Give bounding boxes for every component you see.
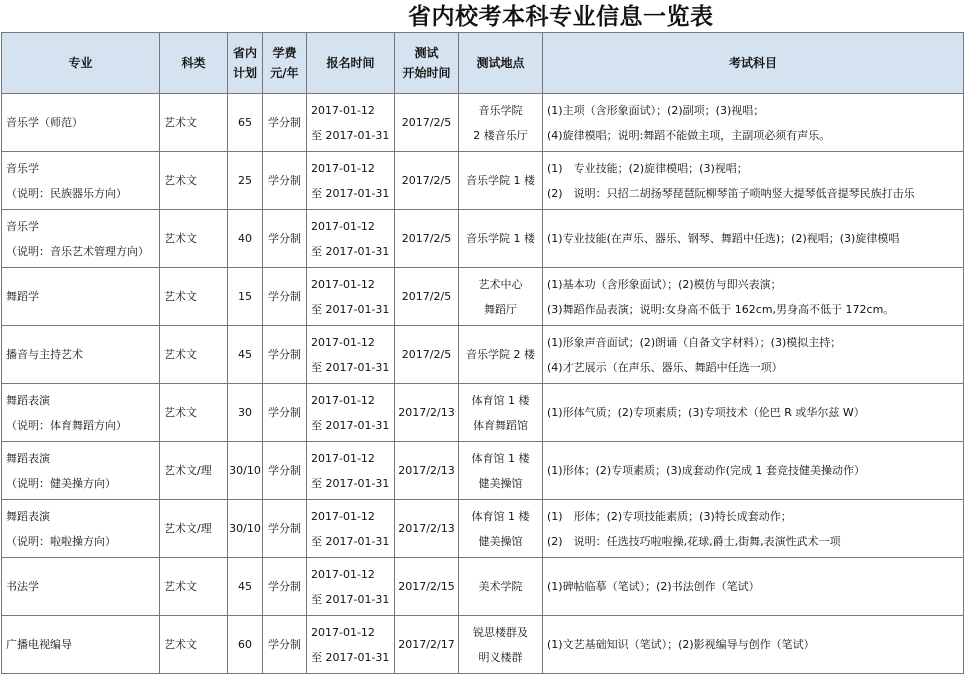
- reg-time-cell: [307, 210, 395, 268]
- plan-cell: 25: [228, 152, 263, 210]
- reg-time-cell-line: 2017-01-12: [311, 393, 375, 407]
- plan-cell: 45: [228, 326, 263, 384]
- table-row: [2, 268, 964, 326]
- fee-cell: 学分制: [263, 326, 307, 384]
- reg-time-cell-line: 2017-01-12: [311, 219, 375, 233]
- subjects-cell-line: (1) 专业技能；(2)旋律模唱；(3)视唱；: [547, 161, 748, 175]
- category-cell: 艺术文: [160, 152, 228, 210]
- fee-cell: 学分制: [263, 152, 307, 210]
- header-plan-line: 省内: [232, 46, 257, 60]
- fee-cell: 学分制: [263, 558, 307, 616]
- header-fee-line: 学费: [272, 46, 297, 60]
- plan-cell: 60: [228, 616, 263, 674]
- subjects-cell-line: (1)碑帖临摹（笔试）；(2)书法创作（笔试）: [547, 580, 760, 593]
- subjects-cell-line: (1)文艺基础知识（笔试）；(2)影视编导与创作（笔试）: [547, 638, 815, 651]
- major-cell-line: 音乐学: [6, 161, 39, 175]
- header-test-start: [395, 33, 459, 94]
- category-cell: 艺术文/理: [160, 442, 228, 500]
- subjects-cell-line: (4)旋律模唱；说明:舞蹈不能做主项，主副项必须有声乐。: [547, 128, 831, 142]
- major-cell: [2, 616, 160, 674]
- major-cell: [2, 500, 160, 558]
- major-cell-line: （说明：民族器乐方向）: [6, 186, 127, 200]
- category-cell: 艺术文: [160, 94, 228, 152]
- reg-time-cell: [307, 94, 395, 152]
- test-start-cell: 2017/2/13: [395, 384, 459, 442]
- subjects-cell-line: (4)才艺展示（在声乐、器乐、舞蹈中任选一项）: [547, 360, 783, 374]
- reg-time-cell-line: 2017-01-12: [311, 335, 375, 349]
- subjects-cell: [543, 616, 964, 674]
- subjects-cell: [543, 442, 964, 500]
- major-cell-line: 舞蹈学: [6, 290, 39, 303]
- major-cell: [2, 558, 160, 616]
- location-cell: [459, 94, 543, 152]
- subjects-cell: [543, 384, 964, 442]
- reg-time-cell: [307, 384, 395, 442]
- location-cell: [459, 326, 543, 384]
- location-cell-line: 音乐学院 1 楼: [466, 174, 535, 187]
- subjects-cell: [543, 558, 964, 616]
- major-cell-line: （说明：啦啦操方向）: [6, 534, 116, 548]
- reg-time-cell-line: 2017-01-12: [311, 451, 375, 465]
- location-cell-line: 美术学院: [478, 580, 523, 593]
- subjects-cell: [543, 268, 964, 326]
- table-row: [2, 500, 964, 558]
- header-test-start-line: 开始时间: [402, 66, 451, 80]
- reg-time-cell-line: 2017-01-12: [311, 161, 375, 175]
- subjects-cell: [543, 500, 964, 558]
- location-cell-line: 体育馆 1 楼: [471, 393, 530, 407]
- subjects-cell-line: (3)舞蹈作品表演；说明:女身高不低于 162cm,男身高不低于 172cm。: [547, 302, 895, 316]
- location-cell-line: 音乐学院 1 楼: [466, 232, 535, 245]
- major-cell-line: （说明：音乐艺术管理方向）: [6, 244, 149, 258]
- major-cell: [2, 326, 160, 384]
- location-cell: [459, 616, 543, 674]
- plan-cell: 40: [228, 210, 263, 268]
- location-cell: [459, 558, 543, 616]
- reg-time-cell: [307, 326, 395, 384]
- header-fee-line: 元/年: [270, 66, 299, 80]
- major-cell-line: 音乐学（师范）: [6, 116, 83, 129]
- subjects-cell-line: (1)专业技能(在声乐、器乐、钢琴、舞蹈中任选)；(2)视唱；(3)旋律模唱: [547, 232, 900, 245]
- major-cell: [2, 268, 160, 326]
- location-cell-line: 健美操馆: [478, 534, 523, 548]
- reg-time-cell-line: 2017-01-12: [311, 509, 375, 523]
- reg-time-cell-line: 至 2017-01-31: [311, 186, 390, 200]
- reg-time-cell: [307, 442, 395, 500]
- header-fee: [263, 33, 307, 94]
- reg-time-cell-line: 至 2017-01-31: [311, 534, 390, 548]
- fee-cell: 学分制: [263, 616, 307, 674]
- reg-time-cell-line: 至 2017-01-31: [311, 476, 390, 490]
- plan-cell: 15: [228, 268, 263, 326]
- majors-table: [1, 32, 964, 674]
- major-cell-line: （说明：健美操方向）: [6, 476, 116, 490]
- category-cell: 艺术文: [160, 268, 228, 326]
- fee-cell: 学分制: [263, 210, 307, 268]
- major-cell: [2, 210, 160, 268]
- location-cell-line: 舞蹈厅: [484, 302, 517, 316]
- reg-time-cell: [307, 558, 395, 616]
- major-cell: [2, 94, 160, 152]
- reg-time-cell-line: 2017-01-12: [311, 567, 375, 581]
- plan-cell: 30/10: [228, 500, 263, 558]
- subjects-cell: [543, 152, 964, 210]
- category-cell: 艺术文: [160, 558, 228, 616]
- subjects-cell-line: (1)形象声音面试；(2)朗诵（自备文字材料）；(3)模拟主持；: [547, 335, 842, 349]
- location-cell-line: 体育馆 1 楼: [471, 509, 530, 523]
- major-cell-line: （说明：体育舞蹈方向）: [6, 418, 127, 432]
- location-cell-line: 体育舞蹈馆: [473, 418, 528, 432]
- subjects-cell: [543, 326, 964, 384]
- table-row: [2, 210, 964, 268]
- subjects-cell-line: (1)形体；(2)专项素质；(3)成套动作(完成 1 套竞技健美操动作）: [547, 464, 866, 477]
- major-cell-line: 播音与主持艺术: [6, 348, 83, 361]
- category-cell: 艺术文: [160, 210, 228, 268]
- test-start-cell: 2017/2/5: [395, 268, 459, 326]
- table-body: [2, 94, 964, 674]
- major-cell-line: 舞蹈表演: [6, 509, 50, 523]
- subjects-cell-line: (2) 说明：任选技巧啦啦操,花球,爵士,街舞,表演性武术一项: [547, 534, 841, 548]
- major-cell: [2, 152, 160, 210]
- reg-time-cell-line: 至 2017-01-31: [311, 592, 390, 606]
- location-cell: [459, 152, 543, 210]
- fee-cell: 学分制: [263, 442, 307, 500]
- location-cell-line: 锐思楼群及: [473, 625, 528, 639]
- location-cell-line: 2 楼音乐厅: [473, 128, 528, 142]
- header-reg-time: 报名时间: [307, 33, 395, 94]
- location-cell: [459, 500, 543, 558]
- location-cell-line: 明义楼群: [478, 650, 523, 664]
- header-row: [2, 33, 964, 94]
- subjects-cell-line: (2) 说明：只招二胡扬琴琵琶阮柳琴笛子唢呐竖大提琴低音提琴民族打击乐: [547, 186, 915, 200]
- reg-time-cell: [307, 152, 395, 210]
- table-row: [2, 94, 964, 152]
- reg-time-cell-line: 至 2017-01-31: [311, 650, 390, 664]
- page-title: 省内校考本科专业信息一览表: [408, 4, 714, 30]
- plan-cell: 30: [228, 384, 263, 442]
- reg-time-cell-line: 至 2017-01-31: [311, 360, 390, 374]
- category-cell: 艺术文: [160, 384, 228, 442]
- major-cell-line: 音乐学: [6, 219, 39, 233]
- reg-time-cell-line: 2017-01-12: [311, 277, 375, 291]
- plan-cell: 30/10: [228, 442, 263, 500]
- header-subjects: 考试科目: [543, 33, 964, 94]
- header-category: 科类: [160, 33, 228, 94]
- plan-cell: 65: [228, 94, 263, 152]
- test-start-cell: 2017/2/13: [395, 500, 459, 558]
- location-cell-line: 音乐学院 2 楼: [466, 348, 535, 361]
- location-cell-line: 艺术中心: [478, 277, 523, 291]
- subjects-cell: [543, 94, 964, 152]
- table-row: [2, 558, 964, 616]
- reg-time-cell-line: 至 2017-01-31: [311, 244, 390, 258]
- major-cell: [2, 442, 160, 500]
- subjects-cell-line: (1)基本功（含形象面试）；(2)模仿与即兴表演；: [547, 277, 782, 291]
- reg-time-cell-line: 2017-01-12: [311, 625, 375, 639]
- header-plan: [228, 33, 263, 94]
- header-test-start-line: 测试: [414, 46, 439, 60]
- header-location: 测试地点: [459, 33, 543, 94]
- reg-time-cell-line: 至 2017-01-31: [311, 128, 390, 142]
- location-cell: [459, 210, 543, 268]
- subjects-cell: [543, 210, 964, 268]
- reg-time-cell: [307, 616, 395, 674]
- test-start-cell: 2017/2/13: [395, 442, 459, 500]
- subjects-cell-line: (1)形体气质；(2)专项素质；(3)专项技术（伦巴 R 或华尔兹 W）: [547, 406, 865, 419]
- table-row: [2, 326, 964, 384]
- category-cell: 艺术文: [160, 616, 228, 674]
- header-major: 专业: [2, 33, 160, 94]
- category-cell: 艺术文: [160, 326, 228, 384]
- major-cell-line: 舞蹈表演: [6, 451, 50, 465]
- plan-cell: 45: [228, 558, 263, 616]
- test-start-cell: 2017/2/5: [395, 326, 459, 384]
- fee-cell: 学分制: [263, 384, 307, 442]
- fee-cell: 学分制: [263, 268, 307, 326]
- test-start-cell: 2017/2/5: [395, 94, 459, 152]
- major-cell-line: 舞蹈表演: [6, 393, 50, 407]
- location-cell-line: 体育馆 1 楼: [471, 451, 530, 465]
- table-row: [2, 152, 964, 210]
- test-start-cell: 2017/2/17: [395, 616, 459, 674]
- table-row: [2, 616, 964, 674]
- subjects-cell-line: (1) 形体；(2)专项技能素质；(3)特长成套动作；: [547, 509, 792, 523]
- test-start-cell: 2017/2/5: [395, 152, 459, 210]
- location-cell-line: 音乐学院: [478, 103, 523, 117]
- test-start-cell: 2017/2/15: [395, 558, 459, 616]
- fee-cell: 学分制: [263, 500, 307, 558]
- major-cell-line: 广播电视编导: [6, 638, 72, 651]
- table-row: [2, 442, 964, 500]
- header-plan-line: 计划: [232, 66, 257, 80]
- test-start-cell: 2017/2/5: [395, 210, 459, 268]
- reg-time-cell-line: 至 2017-01-31: [311, 302, 390, 316]
- reg-time-cell-line: 2017-01-12: [311, 103, 375, 117]
- major-cell-line: 书法学: [6, 580, 39, 593]
- location-cell: [459, 442, 543, 500]
- reg-time-cell: [307, 500, 395, 558]
- category-cell: 艺术文/理: [160, 500, 228, 558]
- major-cell: [2, 384, 160, 442]
- subjects-cell-line: (1)主项（含形象面试）；(2)副项；(3)视唱；: [547, 103, 765, 117]
- reg-time-cell-line: 至 2017-01-31: [311, 418, 390, 432]
- fee-cell: 学分制: [263, 94, 307, 152]
- table-row: [2, 384, 964, 442]
- reg-time-cell: [307, 268, 395, 326]
- location-cell: [459, 384, 543, 442]
- location-cell: [459, 268, 543, 326]
- location-cell-line: 健美操馆: [478, 476, 523, 490]
